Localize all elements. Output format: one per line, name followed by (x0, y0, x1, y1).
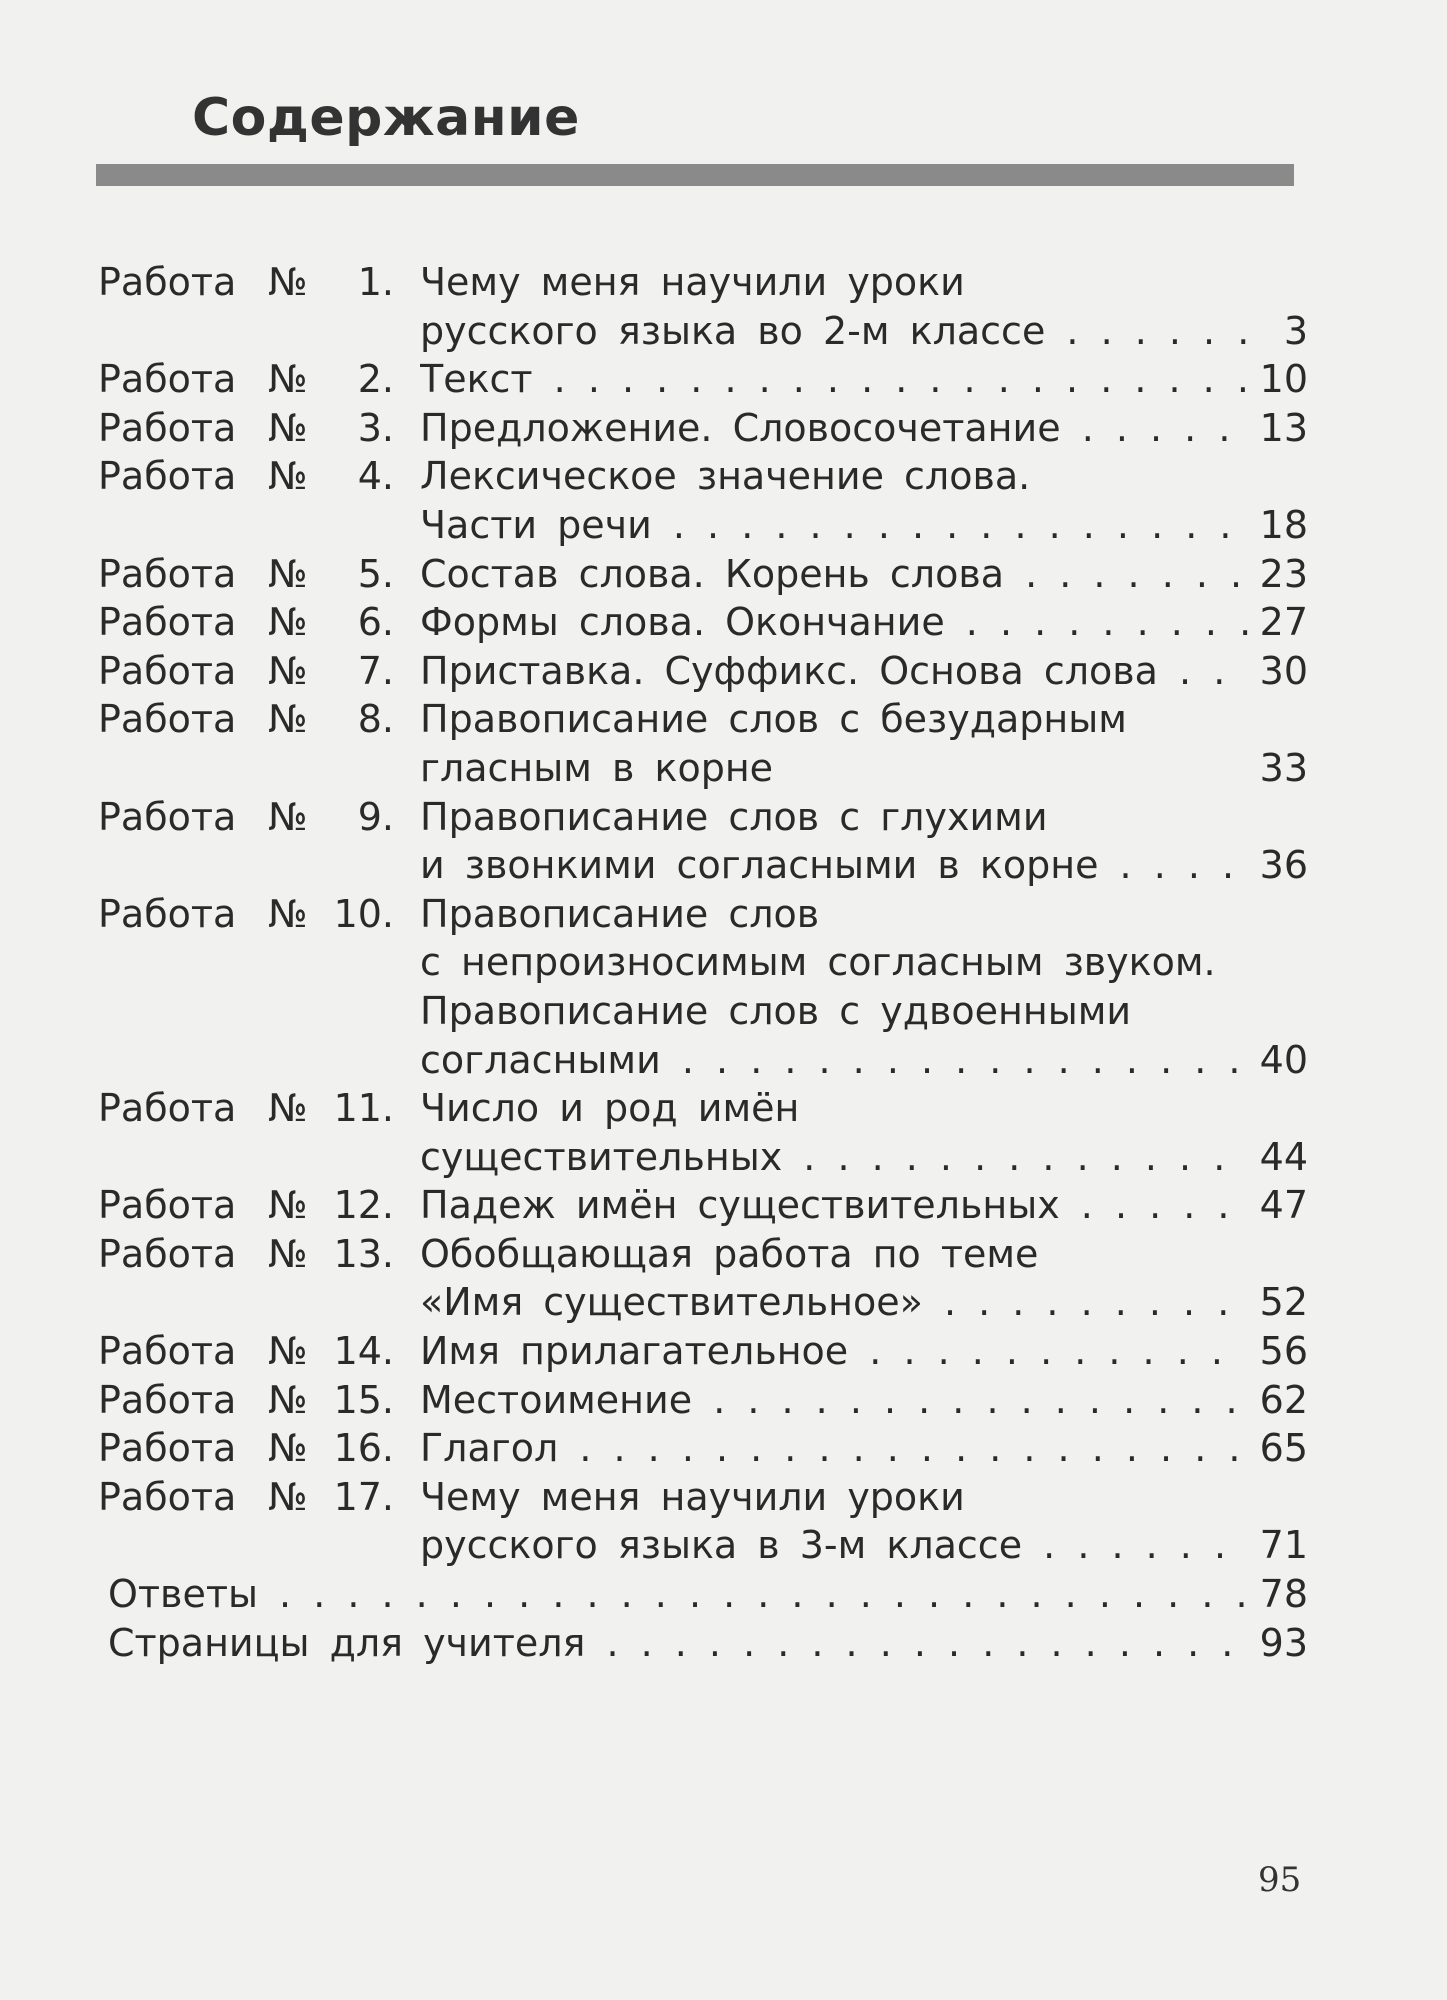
entry-page-number: 10 (1259, 357, 1308, 402)
entry-number-sign: № (268, 1183, 308, 1228)
toc-line (98, 355, 1308, 404)
extra-page-number: 78 (1259, 1572, 1308, 1617)
toc-line (98, 647, 1308, 696)
entry-title-line: Состав слова. Корень слова . . . (420, 550, 1248, 599)
toc-entry[interactable] (98, 1230, 1308, 1327)
toc-extra-entry[interactable] (98, 1570, 1308, 1619)
entry-number: 3. (357, 405, 394, 450)
entry-number: 7. (357, 648, 394, 693)
toc-line (98, 793, 1308, 842)
toc-line (98, 744, 1308, 793)
entry-title-line: Лексическое значение слова. (420, 454, 1031, 499)
entry-label-word: Работа (98, 260, 237, 304)
toc-entry[interactable] (98, 258, 1308, 355)
toc-line (98, 404, 1308, 453)
entry-page-number: 62 (1259, 1377, 1308, 1422)
toc-entry[interactable] (98, 452, 1308, 549)
entry-label-word: Работа (98, 551, 237, 596)
entry-title-line: Имя прилагательное . . . (420, 1327, 1248, 1376)
entry-title-line: Чему меня научили уроки (420, 260, 965, 304)
entry-number-sign: № (268, 697, 308, 742)
entry-label-word: Работа (98, 1183, 237, 1228)
toc-line (98, 1278, 1308, 1327)
toc-line (98, 1521, 1308, 1570)
toc-line (98, 307, 1308, 356)
entry-number: 16. (333, 1426, 394, 1471)
toc-line (98, 550, 1308, 599)
entry-label-word: Работа (98, 648, 237, 693)
toc-entry[interactable] (98, 355, 1308, 404)
toc-line (98, 1327, 1308, 1376)
toc-line (98, 1084, 1308, 1133)
entry-page-number: 47 (1259, 1183, 1308, 1228)
entry-label-word: Работа (98, 454, 237, 499)
entry-page-number: 13 (1259, 405, 1308, 450)
entry-title-line: Правописание слов с глухими (420, 794, 1048, 839)
toc-entry[interactable] (98, 1376, 1308, 1425)
entry-number: 13. (333, 1231, 394, 1276)
entry-page-number: 65 (1259, 1426, 1308, 1471)
toc-entry[interactable] (98, 647, 1308, 696)
entry-label-word: Работа (98, 891, 237, 936)
toc-line (98, 598, 1308, 647)
toc-entry[interactable] (98, 598, 1308, 647)
toc-line (98, 890, 1308, 939)
entry-number-sign: № (268, 1474, 308, 1519)
toc-line (98, 1036, 1308, 1085)
entry-title-line: с непроизносимым согласным звуком. (420, 940, 1216, 985)
entry-title-line: русского языка во 2-м классе . . . (420, 307, 1248, 356)
toc-line (98, 938, 1308, 987)
entry-number-sign: № (268, 794, 308, 839)
entry-number: 2. (357, 357, 394, 402)
entry-number: 11. (333, 1086, 394, 1131)
entry-number-sign: № (268, 1426, 308, 1471)
entry-number-sign: № (268, 648, 308, 693)
entry-number: 12. (333, 1183, 394, 1228)
entry-number-sign: № (268, 405, 308, 450)
entry-number: 17. (333, 1474, 394, 1519)
toc-line (98, 1133, 1308, 1182)
entry-label-word: Работа (98, 1426, 237, 1471)
toc-line (98, 1230, 1308, 1279)
entry-page-number: 18 (1259, 502, 1308, 547)
toc-line (98, 1181, 1308, 1230)
entry-number: 1. (357, 260, 394, 304)
entry-page-number: 23 (1259, 551, 1308, 596)
entry-title-line: Части речи . . . (420, 501, 1248, 550)
page-title: Содержание (192, 88, 580, 148)
entry-page-number: 36 (1259, 843, 1308, 888)
entry-page-number: 30 (1259, 648, 1308, 693)
entry-title-line: Правописание слов (420, 891, 820, 936)
entry-label-word: Работа (98, 1231, 237, 1276)
toc-extra-entry[interactable] (98, 1619, 1308, 1668)
toc-entry[interactable] (98, 793, 1308, 890)
title-underline-bar (96, 164, 1294, 186)
toc-line (98, 841, 1308, 890)
toc-entry[interactable] (98, 1084, 1308, 1181)
table-of-contents (98, 258, 1308, 1667)
entry-page-number: 56 (1259, 1329, 1308, 1374)
entry-title-line: Правописание слов с безударным (420, 697, 1127, 742)
entry-label-word: Работа (98, 697, 237, 742)
entry-label-word: Работа (98, 405, 237, 450)
entry-title-line: согласными . . . (420, 1036, 1248, 1085)
entry-number-sign: № (268, 551, 308, 596)
entry-page-number: 44 (1259, 1134, 1308, 1179)
entry-number: 14. (333, 1329, 394, 1374)
entry-number: 8. (357, 697, 394, 742)
entry-number-sign: № (268, 1377, 308, 1422)
entry-number: 9. (357, 794, 394, 839)
entry-label-word: Работа (98, 1086, 237, 1131)
entry-title-line: Глагол . . . (420, 1424, 1248, 1473)
entry-title-line: Текст . . . (420, 355, 1248, 404)
entry-title-line: Предложение. Словосочетание . . . (420, 404, 1248, 453)
page-number: 95 (1258, 1860, 1302, 1900)
entry-label-word: Работа (98, 1329, 237, 1374)
toc-line (98, 1473, 1308, 1522)
extra-page-number: 93 (1259, 1620, 1308, 1665)
entry-label-word: Работа (98, 357, 237, 402)
toc-entry[interactable] (98, 1327, 1308, 1376)
entry-number-sign: № (268, 1329, 308, 1374)
entry-title-line: Местоимение . . . (420, 1376, 1248, 1425)
entry-label-word: Работа (98, 794, 237, 839)
entry-title-line: гласным в корне (420, 745, 774, 790)
entry-page-number: 3 (1283, 308, 1308, 353)
entry-title-line: Формы слова. Окончание . . . (420, 598, 1248, 647)
toc-entry[interactable] (98, 404, 1308, 453)
entry-title-line: существительных . . . (420, 1133, 1248, 1182)
entry-title-line: Обобщающая работа по теме (420, 1231, 1039, 1276)
entry-number: 10. (333, 891, 394, 936)
entry-label-word: Работа (98, 600, 237, 645)
entry-label-word: Работа (98, 1474, 237, 1519)
entry-page-number: 52 (1259, 1280, 1308, 1325)
toc-line (98, 1424, 1308, 1473)
toc-line (98, 501, 1308, 550)
toc-line (98, 452, 1308, 501)
entry-number-sign: № (268, 600, 308, 645)
entry-title-line: «Имя существительное» . . . (420, 1278, 1248, 1327)
entry-number: 4. (357, 454, 394, 499)
entry-title-line: Приставка. Суффикс. Основа слова . . . (420, 647, 1248, 696)
entry-page-number: 27 (1259, 600, 1308, 645)
entry-number: 6. (357, 600, 394, 645)
entry-number: 15. (333, 1377, 394, 1422)
entry-page-number: 40 (1259, 1037, 1308, 1082)
entry-number-sign: № (268, 357, 308, 402)
toc-entry[interactable] (98, 550, 1308, 599)
entry-number-sign: № (268, 260, 308, 304)
entry-title-line: русского языка в 3-м классе . . . (420, 1521, 1248, 1570)
entry-number: 5. (357, 551, 394, 596)
extra-title: Страницы для учителя . . . (108, 1619, 1248, 1668)
entry-title-line: Чему меня научили уроки (420, 1474, 965, 1519)
toc-entry[interactable] (98, 1181, 1308, 1230)
entry-number-sign: № (268, 891, 308, 936)
entry-label-word: Работа (98, 1377, 237, 1422)
entry-number-sign: № (268, 1231, 308, 1276)
toc-entry[interactable] (98, 1424, 1308, 1473)
entry-number-sign: № (268, 454, 308, 499)
entry-title-line: Падеж имён существительных . . . (420, 1181, 1248, 1230)
toc-line (98, 987, 1308, 1036)
entry-title-line: Число и род имён (420, 1086, 800, 1131)
entry-page-number: 71 (1259, 1523, 1308, 1568)
extra-title: Ответы . . . (108, 1570, 1248, 1619)
toc-line (98, 258, 1308, 307)
toc-line (98, 1376, 1308, 1425)
entry-title-line: Правописание слов с удвоенными (420, 988, 1132, 1033)
toc-entry[interactable] (98, 890, 1308, 1084)
toc-line (98, 695, 1308, 744)
entry-page-number: 33 (1259, 745, 1308, 790)
toc-entry[interactable] (98, 1473, 1308, 1570)
entry-number-sign: № (268, 1086, 308, 1131)
toc-entry[interactable] (98, 695, 1308, 792)
entry-title-line: и звонкими согласными в корне . . . (420, 841, 1248, 890)
